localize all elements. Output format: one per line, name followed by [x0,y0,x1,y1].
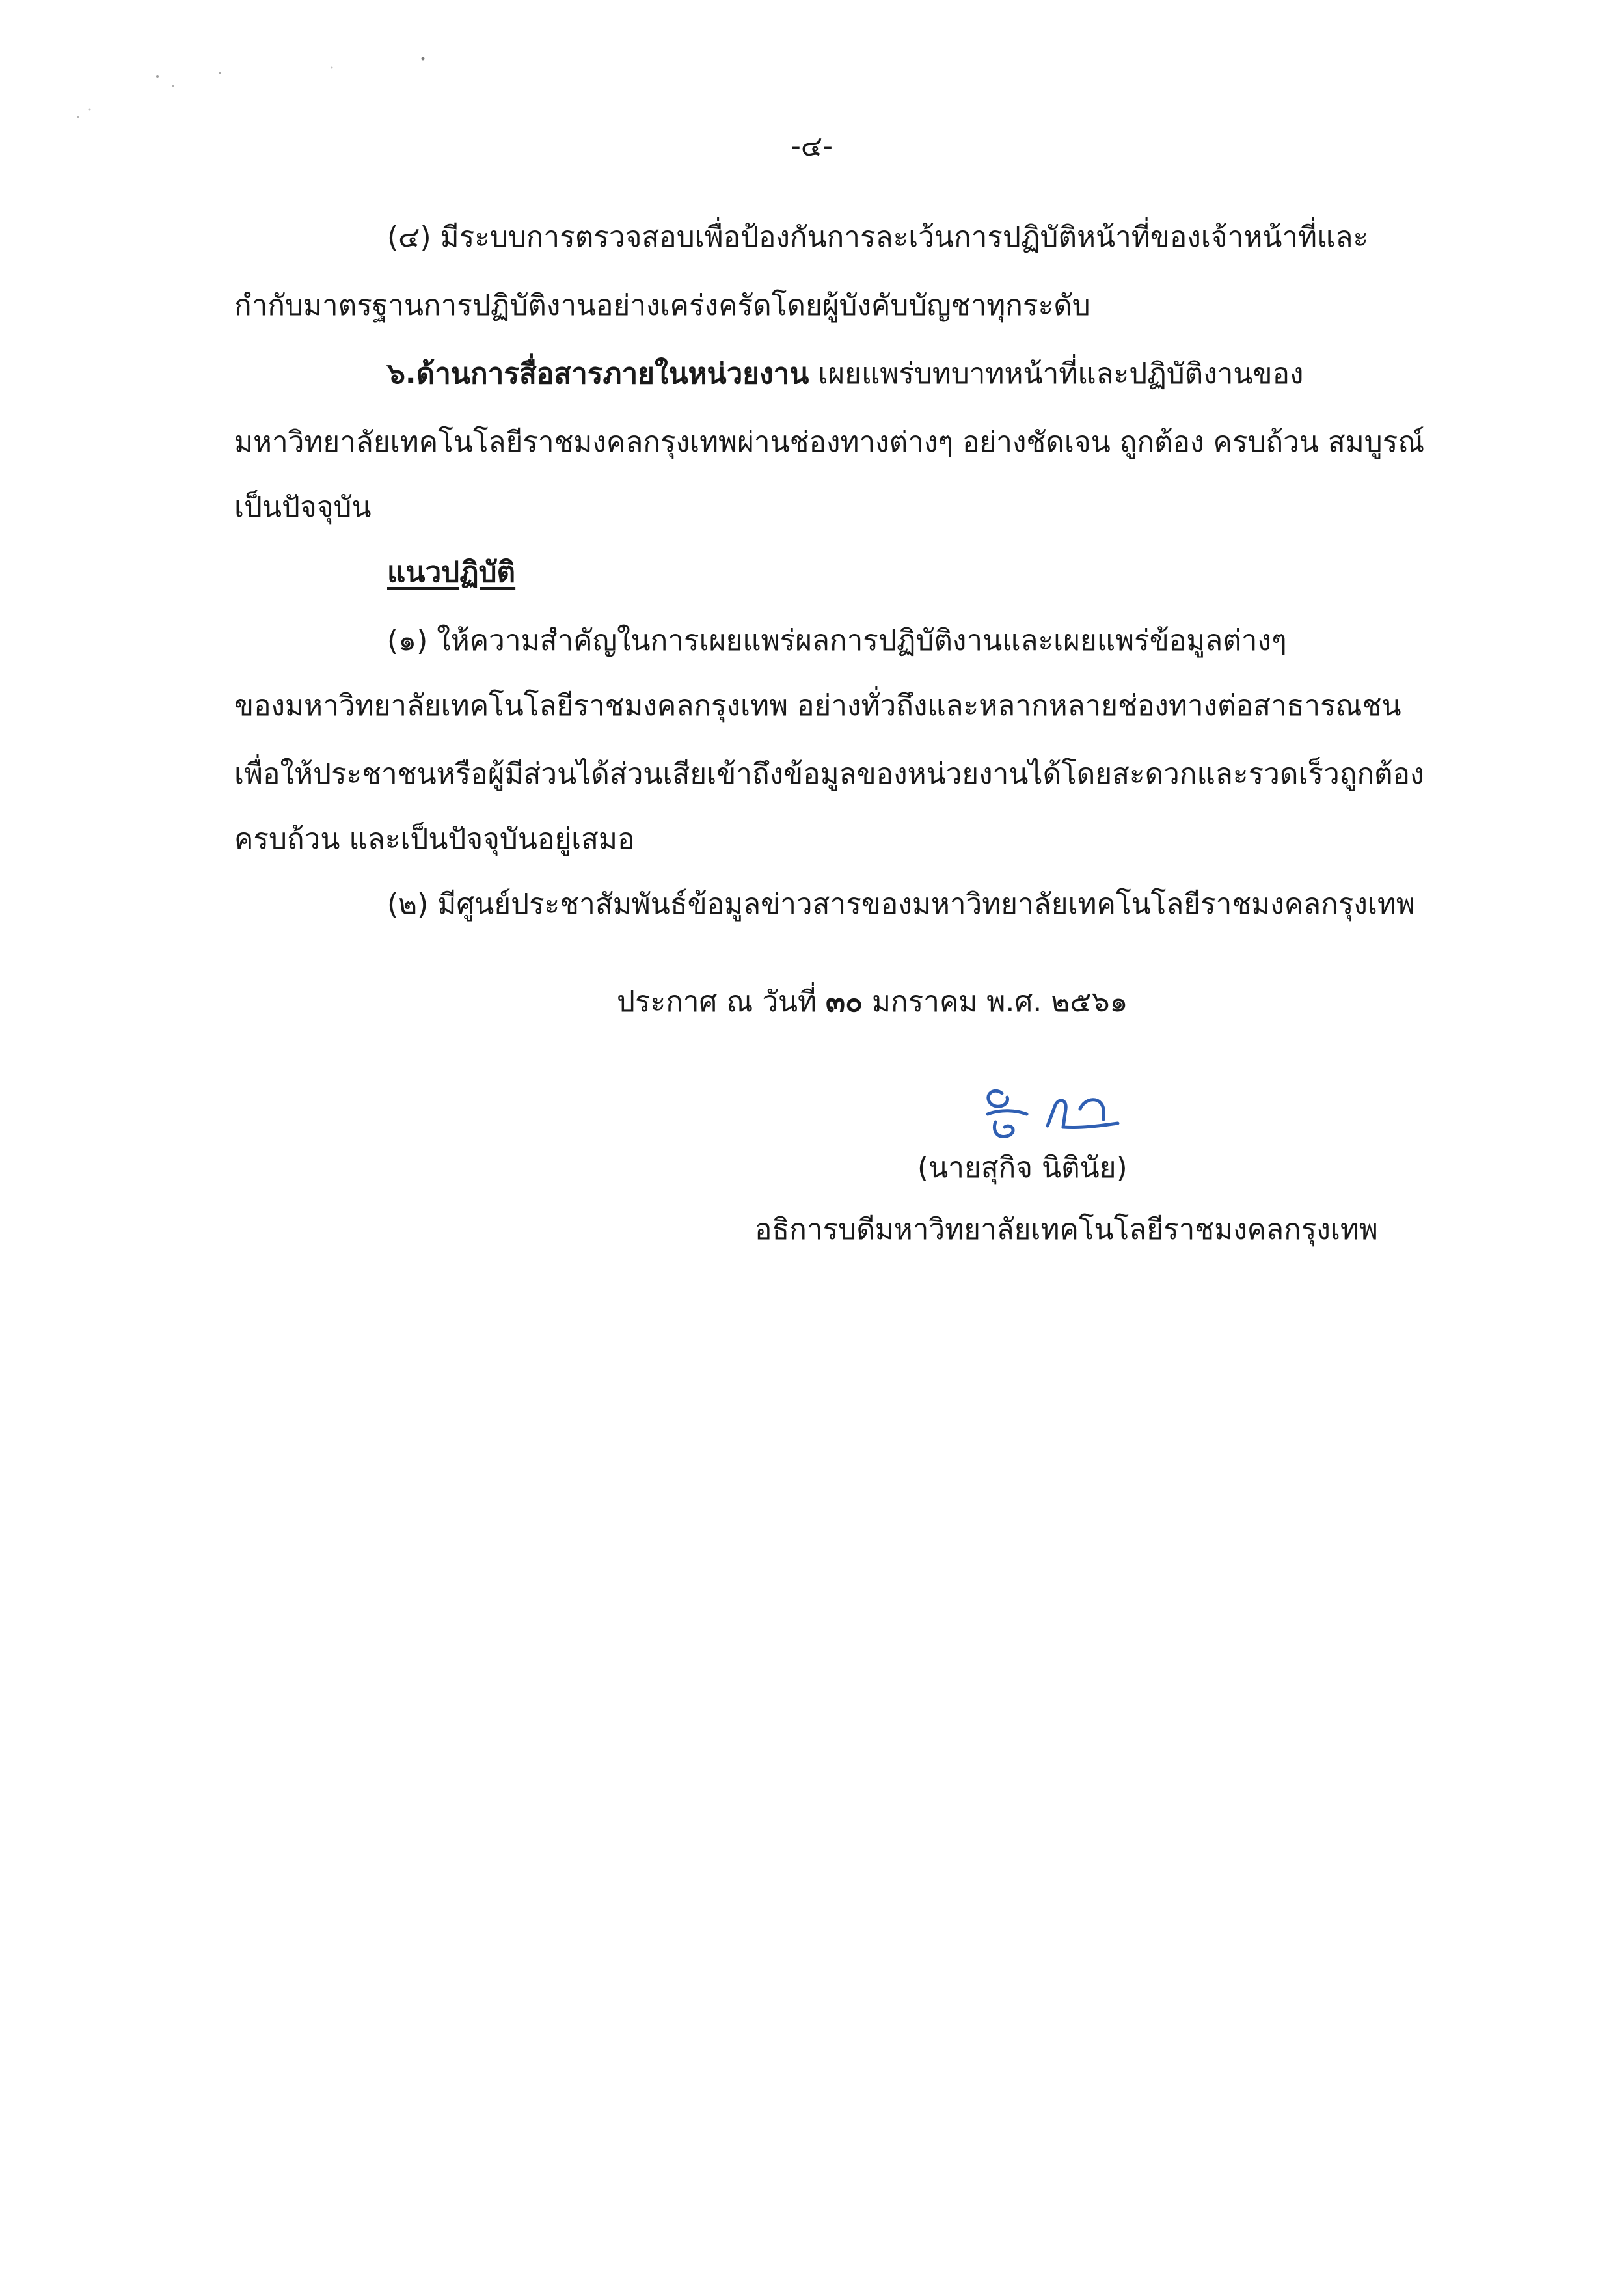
section-6-line-2: มหาวิทยาลัยเทคโนโลยีราชมงคลกรุงเทพผ่านช่องทางต่างๆ อย่างชัดเจน ถูกต้อง ครบถ้วน สมบูรณ์ [234,426,1425,459]
scan-specks [59,46,449,137]
signer-name: (นายสุกิจ นิตินัย) [917,1151,1128,1184]
guidelines-heading: แนวปฏิบัติ [387,556,516,589]
guideline-1-line-2: ของมหาวิทยาลัยเทคโนโลยีราชมงคลกรุงเทพ อย่างทั่วถึงและหลากหลายช่องทางต่อสาธารณชน [234,689,1401,722]
announcement-suffix: มกราคม พ.ศ. ๒๕๖๑ [862,985,1128,1018]
announcement-date [617,983,1128,1022]
announcement-prefix: ประกาศ ณ วันที่ [617,985,826,1018]
paragraph-4-line-2: กำกับมาตรฐานการปฏิบัติงานอย่างเคร่งครัดโดยผู้บังคับบัญชาทุกระดับ [234,289,1090,322]
guideline-1-line-4: ครบถ้วน และเป็นปัจจุบันอยู่เสมอ [234,823,635,856]
paragraph-4-line-1: (๔) มีระบบการตรวจสอบเพื่อป้องกันการละเว้นการปฏิบัติหน้าที่ของเจ้าหน้าที่และ [387,221,1369,254]
signer-title: อธิการบดีมหาวิทยาลัยเทคโนโลยีราชมงคลกรุงเทพ [755,1213,1378,1246]
guideline-2-line-1: (๒) มีศูนย์ประชาสัมพันธ์ข้อมูลข่าวสารของมหาวิทยาลัยเทคโนโลยีราชมงคลกรุงเทพ [387,888,1415,921]
page-number: -๔- [791,130,833,163]
section-6-line-1 [387,355,1304,394]
guideline-1-line-3: เพื่อให้ประชาชนหรือผู้มีส่วนได้ส่วนเสียเข้าถึงข้อมูลของหน่วยงานได้โดยสะดวกและรวดเร็วถูกต้อง [234,758,1424,791]
announcement-day: ๓๐ [826,985,863,1018]
section-6-line-3: เป็นปัจจุบัน [234,491,372,524]
section-6-line-1-text: เผยแพร่บทบาทหน้าที่และปฏิบัติงานของ [809,357,1304,390]
guideline-1-line-1: (๑) ให้ความสำคัญในการเผยแพร่ผลการปฏิบัติงานและเผยแพร่ข้อมูลต่างๆ [387,624,1287,657]
handwritten-signature [976,1067,1145,1152]
section-6-heading: ๖.ด้านการสื่อสารภายในหน่วยงาน [387,357,809,390]
